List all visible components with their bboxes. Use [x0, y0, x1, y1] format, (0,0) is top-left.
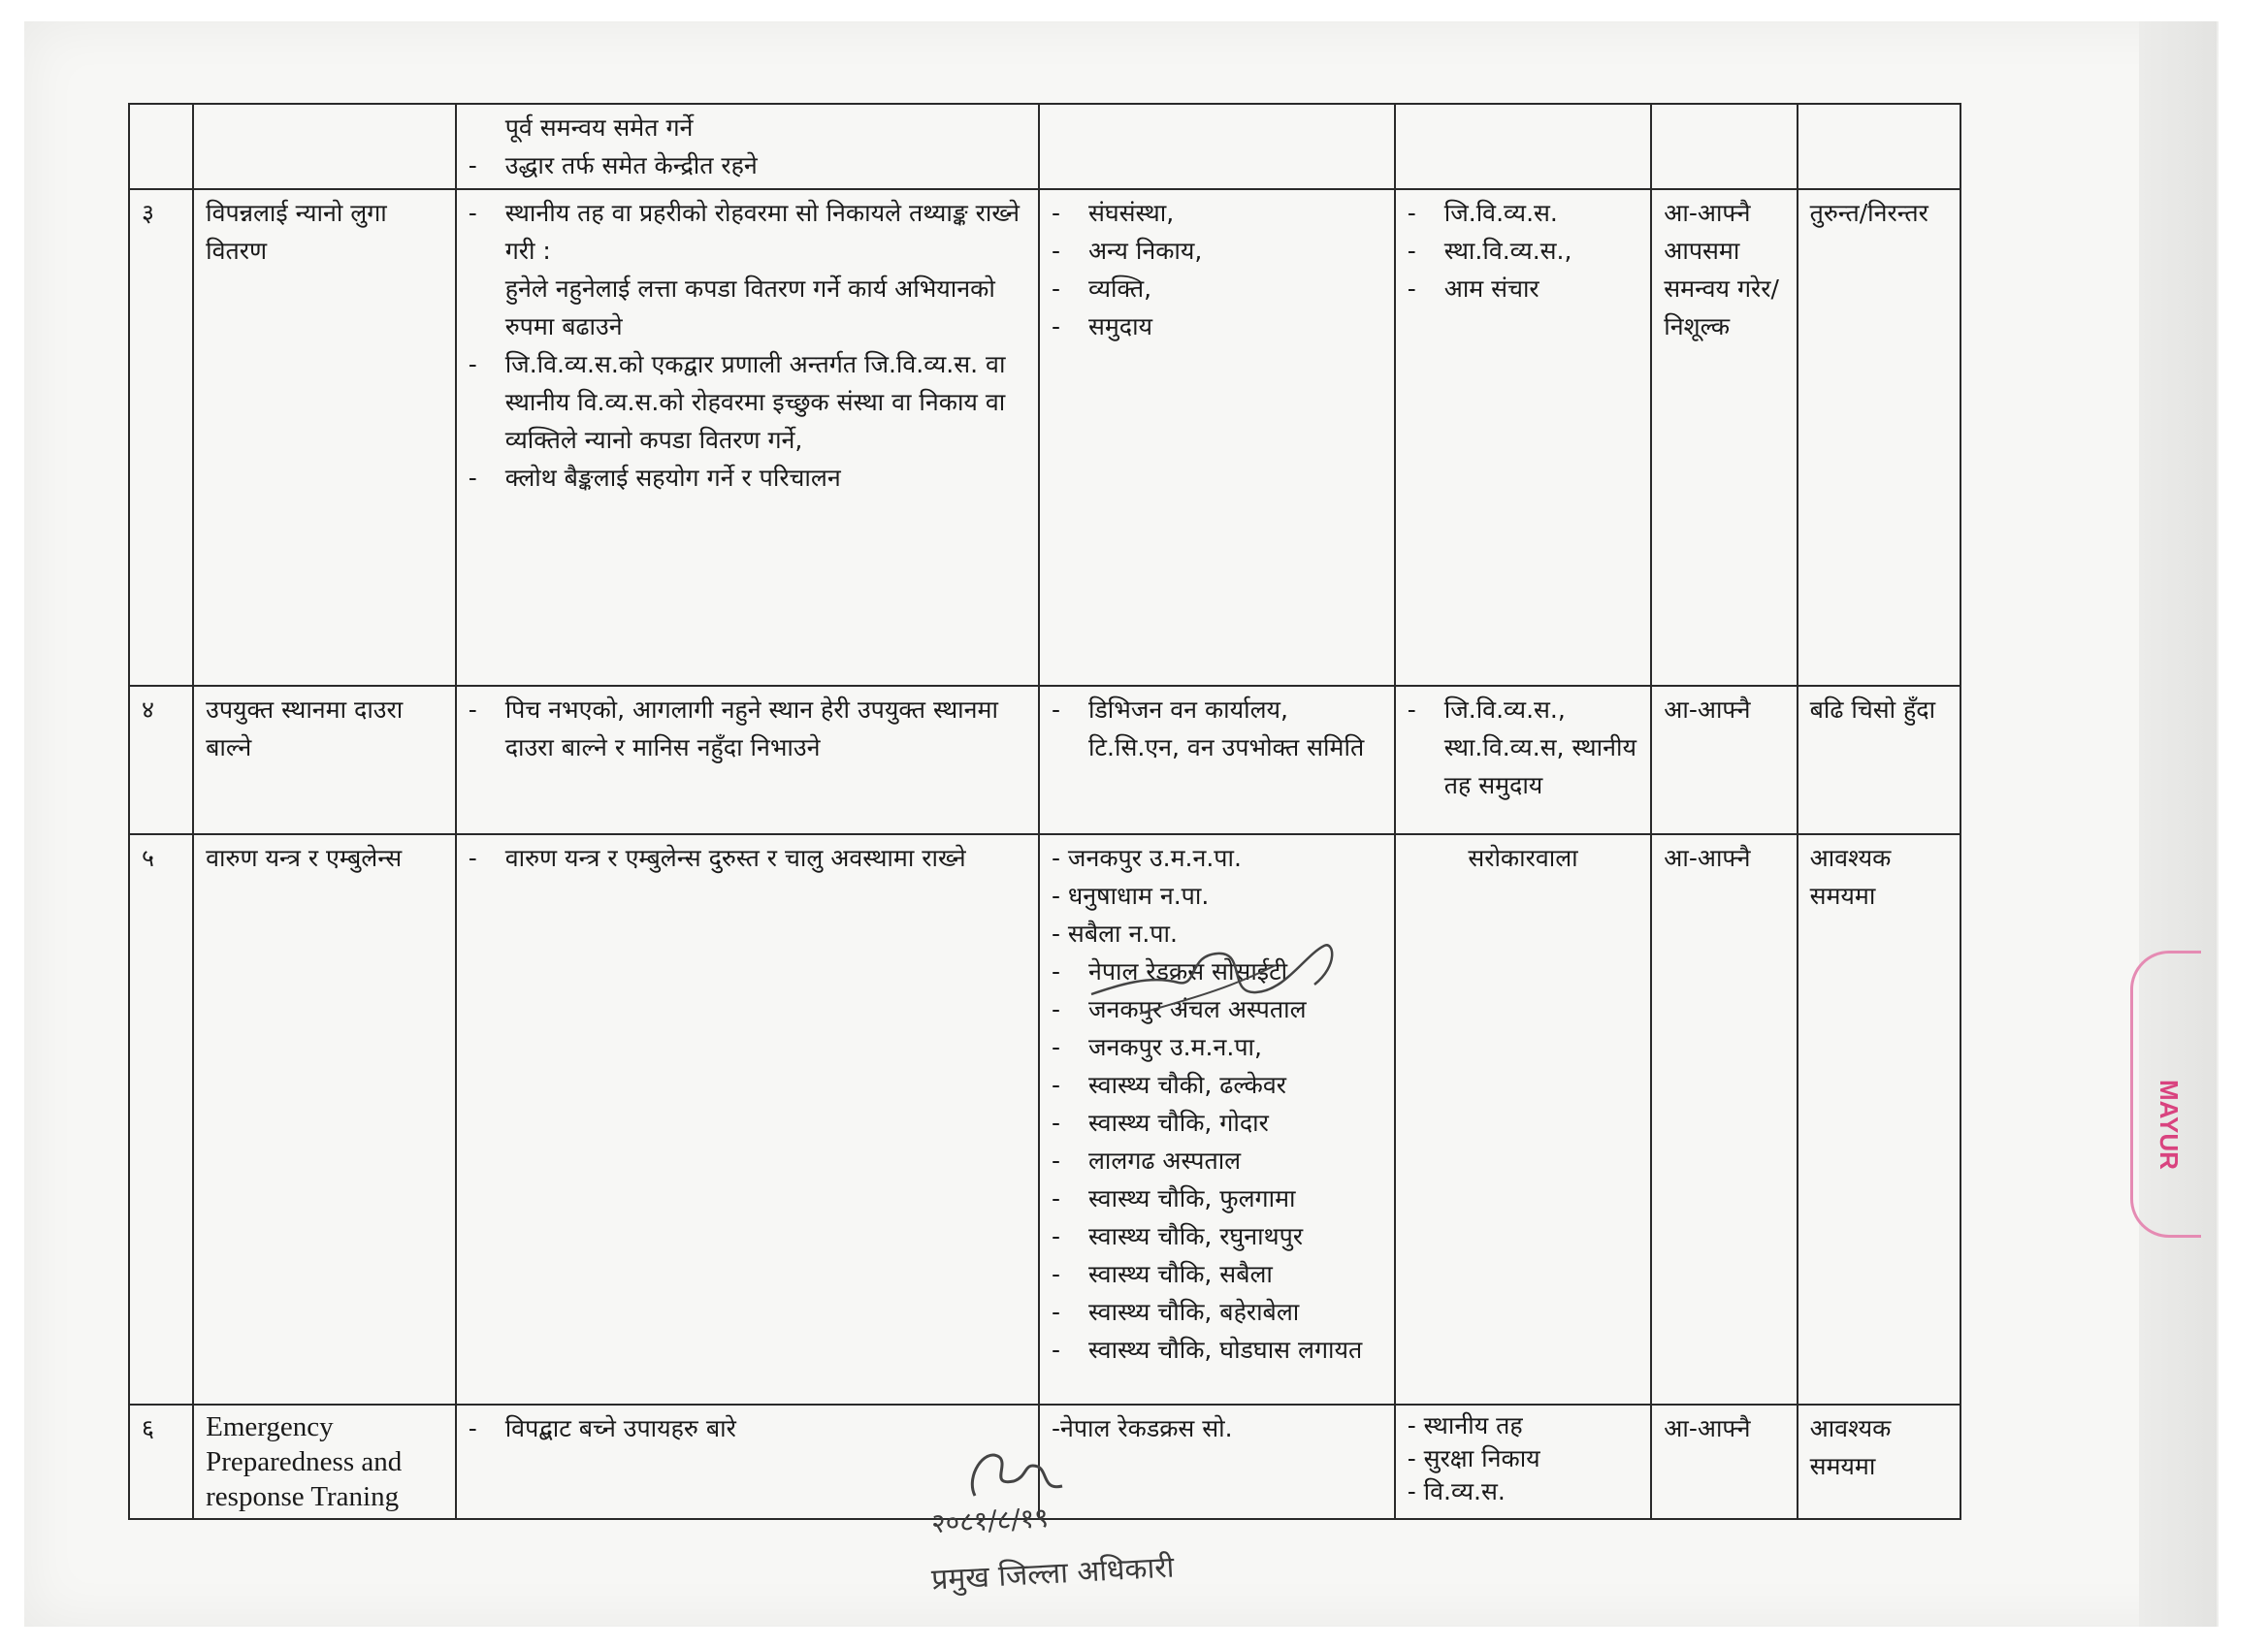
support-agency-cell: - जि.वि.व्य.स. - स्था.वि.व्य.स., - आम संचार	[1395, 189, 1652, 686]
lead-agency-cell	[1039, 104, 1395, 189]
lead-agency-item: नेपाल रेडक्रस सोसाईटी	[1087, 957, 1288, 986]
lead-agency-item: समुदाय	[1087, 312, 1153, 340]
lead-agency-item: स्वास्थ्य चौकि, फुलगामा	[1087, 1184, 1296, 1212]
description-cell	[456, 189, 1039, 686]
row-number: ५	[129, 834, 193, 1405]
lead-agency-cell: - डिभिजन वन कार्यालय, टि.सि.एन, वन उपभोक्त समिति	[1039, 686, 1395, 834]
lead-agency-item: स्वास्थ्य चौकि, सबैला	[1087, 1260, 1273, 1288]
support-agency-item: स्था.वि.व्य.स.,	[1443, 237, 1572, 265]
lead-agency-item: स्वास्थ्य चौकी, ढल्केवर	[1087, 1071, 1286, 1099]
support-agency-cell: - जि.वि.व्य.स., स्था.वि.व्य.स, स्थानीय तह समुदाय	[1395, 686, 1652, 834]
lead-agency-item: व्यक्ति,	[1087, 275, 1152, 303]
description-text: पूर्व समन्वय समेत गर्ने	[504, 113, 694, 142]
description-bullet: - विपद्बाट बच्ने उपायहरु बारे	[468, 1414, 736, 1442]
lead-agency-item: जनकपुर अंचल अस्पताल	[1087, 995, 1307, 1023]
table-row	[129, 189, 1960, 686]
activity-cell: विपन्नलाई न्यानो लुगा वितरण	[193, 189, 456, 686]
lead-agency-item: अन्य निकाय,	[1087, 237, 1203, 265]
lead-agency-item: संघसंस्था,	[1087, 199, 1175, 227]
activity-cell: Emergency Preparedness and response Traning	[193, 1405, 456, 1519]
table-row	[129, 686, 1960, 834]
support-agency-item: - सुरक्षा निकाय	[1407, 1444, 1540, 1472]
lead-agency-item: जनकपुर उ.म.न.पा.	[1067, 844, 1242, 872]
page-edge-shadow	[2139, 21, 2217, 1627]
cost-cell	[1651, 104, 1797, 189]
cost-cell: आ-आफ्नै	[1651, 834, 1797, 1405]
support-agency-item: सरोकारवाला	[1468, 844, 1578, 872]
lead-agency-item: धनुषाधाम न.पा.	[1067, 882, 1210, 910]
lead-agency-item: स्वास्थ्य चौकि, बहेराबेला	[1087, 1298, 1300, 1326]
lead-agency-item: स्वास्थ्य चौकि, घोडघास लगायत	[1087, 1336, 1363, 1364]
support-agency-item: - वि.व्य.स.	[1407, 1477, 1506, 1505]
activity-cell: वारुण यन्त्र र एम्बुलेन्स	[193, 834, 456, 1405]
description-bullet: - क्लोथ बैङ्कलाई सहयोग गर्ने र परिचालन	[468, 464, 841, 492]
bottom-signature	[956, 1438, 1150, 1510]
activity-cell	[193, 104, 456, 189]
row-number: ६	[129, 1405, 193, 1519]
support-agency-item: - स्थानीय तह	[1407, 1411, 1523, 1439]
description-bullet: - वारुण यन्त्र र एम्बुलेन्स दुरुस्त र चालु अवस्थामा राख्ने	[468, 844, 966, 872]
signature-scribble	[1082, 926, 1373, 1033]
support-agency-cell	[1395, 834, 1652, 1405]
mayur-stamp: MAYUR	[2130, 951, 2201, 1238]
description-text: हुनेले नहुनेलाई लत्ता कपडा वितरण गर्ने कार्य अभियानको रुपमा बढाउने	[504, 275, 995, 340]
support-agency-cell	[1395, 1405, 1652, 1519]
cost-cell: आ-आफ्नै आपसमा समन्वय गरेर/ निशूल्क	[1651, 189, 1797, 686]
support-agency-item: आम संचार	[1443, 275, 1539, 303]
description-bullet: - पिच नभएको, आगलागी नहुने स्थान हेरी उपयुक्त स्थानमा दाउरा बाल्ने र मानिस नहुँदा निभाउने	[468, 695, 998, 761]
description-bullet: - जि.वि.व्य.स.को एकद्वार प्रणाली अन्तर्गत जि.वि.व्य.स. वा स्थानीय वि.व्य.स.को रोहवरमा इच्छुक संस्था वा निकाय वा व्यक्तिले न्यानो कपडा वितरण गर्ने,	[468, 350, 1006, 454]
time-cell: आवश्यक समयमा	[1798, 1405, 1960, 1519]
description-bullet: - उद्धार तर्फ समेत केन्द्रीत रहने	[468, 151, 758, 179]
description-cell	[456, 1405, 1039, 1519]
lead-agency-item: डिभिजन वन कार्यालय, टि.सि.एन, वन उपभोक्त समिति	[1087, 695, 1365, 761]
description-cell	[456, 686, 1039, 834]
row-number: ४	[129, 686, 193, 834]
activity-cell: उपयुक्त स्थानमा दाउरा बाल्ने	[193, 686, 456, 834]
time-cell: बढि चिसो हुँदा	[1798, 686, 1960, 834]
row-number: ३	[129, 189, 193, 686]
lead-agency-cell: - संघसंस्था, - अन्य निकाय, - व्यक्ति, - समुदाय	[1039, 189, 1395, 686]
signature-date: २०८१/८/१९	[930, 1501, 1050, 1540]
support-agency-cell	[1395, 104, 1652, 189]
action-plan-table	[128, 103, 1961, 1520]
table-row	[129, 104, 1960, 189]
support-agency-item: जि.वि.व्य.स., स्था.वि.व्य.स, स्थानीय तह समुदाय	[1443, 695, 1636, 799]
table-row	[129, 834, 1960, 1405]
description-cell	[456, 104, 1039, 189]
time-cell	[1798, 104, 1960, 189]
lead-agency-item: सबैला न.पा.	[1067, 920, 1178, 948]
time-cell: आवश्यक समयमा	[1798, 834, 1960, 1405]
lead-agency-item: -नेपाल रेकडक्रस सो.	[1051, 1414, 1233, 1442]
lead-agency-item: जनकपुर उ.म.न.पा,	[1087, 1033, 1262, 1061]
description-bullet: - स्थानीय तह वा प्रहरीको रोहवरमा सो निकायले तथ्याङ्क राख्ने गरी :	[468, 199, 1021, 265]
cost-cell: आ-आफ्नै	[1651, 1405, 1797, 1519]
row-number	[129, 104, 193, 189]
lead-agency-cell: - जनकपुर उ.म.न.पा. - धनुषाधाम न.पा. - सबैला न.पा. - नेपाल रेडक्रस सोसाईटी - जनकपुर अंचल अस्पताल - जनकपुर उ.म.न.पा, - स्वास्थ्य चौकी, ढल्केवर - स्वास्थ्य चौकि, गोदार - लालगढ अस्पताल - स्वास्थ्य चौकि, फुलगामा - स्वास्थ्य चौकि, रघुनाथपुर - स्वास्थ्य चौकि, सबैला - स्वास्थ्य चौकि, बहेराबेला - स्वास्थ्य चौकि, घोडघास लगायत	[1039, 834, 1395, 1405]
support-agency-item: जि.वि.व्य.स.	[1443, 199, 1558, 227]
lead-agency-item: स्वास्थ्य चौकि, रघुनाथपुर	[1087, 1222, 1304, 1250]
lead-agency-item: लालगढ अस्पताल	[1087, 1147, 1242, 1175]
time-cell: तुरुन्त/निरन्तर	[1798, 189, 1960, 686]
signature-title: प्रमुख जिल्ला अधिकारी	[930, 1550, 1176, 1598]
cost-cell: आ-आफ्नै	[1651, 686, 1797, 834]
description-cell	[456, 834, 1039, 1405]
lead-agency-item: स्वास्थ्य चौकि, गोदार	[1087, 1109, 1269, 1137]
